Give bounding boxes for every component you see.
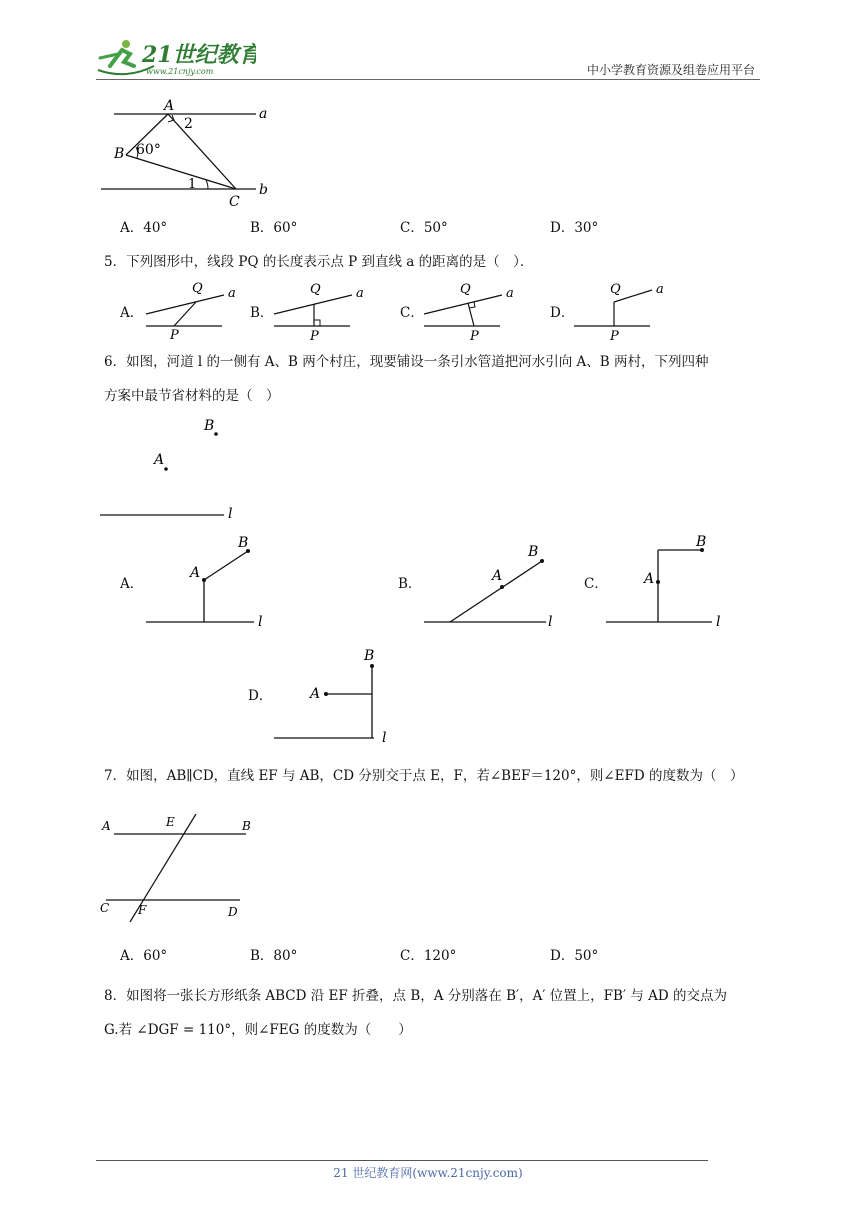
q6-option-c[interactable]: C． [584, 576, 608, 592]
q7-stem: 7．如图，AB∥CD，直线 EF 与 AB，CD 分别交于点 E，F，若∠BEF＝120°，则∠EFD 的度数为（ ） [104, 768, 744, 784]
q4-option-a[interactable]: A．40° [120, 220, 168, 236]
q7-figure [96, 812, 266, 926]
q7-option-c[interactable]: C．120° [400, 948, 457, 964]
q6-main-figure [96, 414, 256, 524]
q6-stem-line1: 6．如图，河道 l 的一侧有 A、B 两个村庄，现要铺设一条引水管道把河水引向 A、B 两村，下列四种 [104, 354, 709, 370]
q5-option-c[interactable]: C． [400, 305, 424, 321]
svg-text:B: B [242, 819, 251, 833]
q4-figure [96, 92, 286, 210]
q5-stem: 5．下列图形中，线段 PQ 的长度表示点 P 到直线 a 的距离的是（ ）． [104, 254, 534, 270]
svg-text:a: a [356, 286, 364, 301]
svg-text:F: F [138, 903, 147, 917]
q6-option-d[interactable]: D． [248, 688, 273, 704]
q8-stem-line1: 8．如图将一张长方形纸条 ABCD 沿 EF 折叠，点 B，A 分别落在 B′，A′ 位置上，FB′ 与 AD 的交点为 [104, 988, 727, 1004]
logo-text: 21世纪教育 [142, 42, 256, 68]
logo-url: www.21cnjy.com [146, 67, 214, 76]
svg-text:D: D [228, 905, 238, 919]
platform-name: 中小学教育资源及组卷应用平台 [586, 63, 755, 77]
svg-text:Q: Q [610, 282, 621, 297]
svg-text:A: A [154, 452, 165, 468]
q6-option-b[interactable]: B． [398, 576, 422, 592]
svg-text:l: l [382, 730, 387, 746]
q5-figure-c [422, 280, 522, 342]
svg-text:P: P [310, 329, 319, 342]
svg-text:a: a [656, 282, 664, 297]
svg-text:l: l [258, 614, 263, 630]
q7-option-d[interactable]: D．50° [550, 948, 599, 964]
svg-text:a: a [506, 286, 514, 301]
q7-option-a[interactable]: A．60° [120, 948, 168, 964]
svg-text:P: P [170, 328, 179, 342]
q6-option-a[interactable]: A． [120, 576, 144, 592]
svg-text:l: l [716, 614, 721, 630]
site-logo [96, 36, 256, 80]
q5-figure-a [144, 280, 244, 342]
q5-option-d[interactable]: D． [550, 305, 575, 321]
svg-text:B: B [204, 418, 215, 434]
q5-figure-b [272, 280, 372, 342]
q4-label-60: 60° [136, 142, 161, 158]
svg-text:A: A [190, 565, 201, 581]
q8-stem-line2: G.若 ∠DGF = 110°，则∠FEG 的度数为（ ） [104, 1022, 412, 1038]
svg-text:B: B [696, 534, 707, 550]
q4-label-2: 2 [184, 116, 193, 132]
footer-rule [96, 1160, 708, 1161]
q4-label-1: 1 [188, 177, 197, 192]
svg-text:Q: Q [192, 281, 203, 296]
svg-text:l: l [228, 506, 233, 522]
q4-label-a: a [259, 106, 268, 122]
svg-text:A: A [492, 568, 503, 584]
q4-label-B: B [114, 146, 125, 162]
q6-figure-b [422, 538, 562, 630]
q5-figure-d [572, 280, 672, 342]
header-rule [96, 79, 760, 80]
svg-text:B: B [528, 544, 539, 560]
q5-option-b[interactable]: B． [250, 305, 274, 321]
svg-text:a: a [228, 286, 236, 301]
svg-text:E: E [166, 815, 175, 829]
q6-figure-d [272, 646, 402, 748]
svg-text:A: A [102, 819, 111, 833]
q6-figure-a [144, 530, 274, 630]
q7-option-b[interactable]: B．80° [250, 948, 298, 964]
svg-text:Q: Q [310, 282, 321, 297]
svg-text:l: l [548, 614, 553, 630]
svg-text:A: A [644, 571, 655, 587]
q5-option-a[interactable]: A． [120, 305, 144, 321]
q4-label-C: C [229, 194, 240, 210]
q4-option-b[interactable]: B．60° [250, 220, 298, 236]
q4-option-c[interactable]: C．50° [400, 220, 448, 236]
svg-text:A: A [310, 686, 321, 702]
q4-label-A: A [164, 98, 175, 114]
q6-stem-line2: 方案中最节省材料的是（ ） [104, 388, 280, 404]
svg-text:P: P [470, 329, 479, 342]
svg-text:P: P [610, 329, 619, 342]
q6-figure-c [604, 532, 734, 630]
q4-label-b: b [259, 182, 268, 198]
svg-text:B: B [364, 648, 375, 664]
q4-option-d[interactable]: D．30° [550, 220, 599, 236]
svg-text:Q: Q [460, 282, 471, 297]
footer-text[interactable]: 21 世纪教育网(www.21cnjy.com) [333, 1166, 523, 1180]
svg-text:C: C [100, 901, 110, 915]
svg-text:B: B [238, 535, 249, 551]
